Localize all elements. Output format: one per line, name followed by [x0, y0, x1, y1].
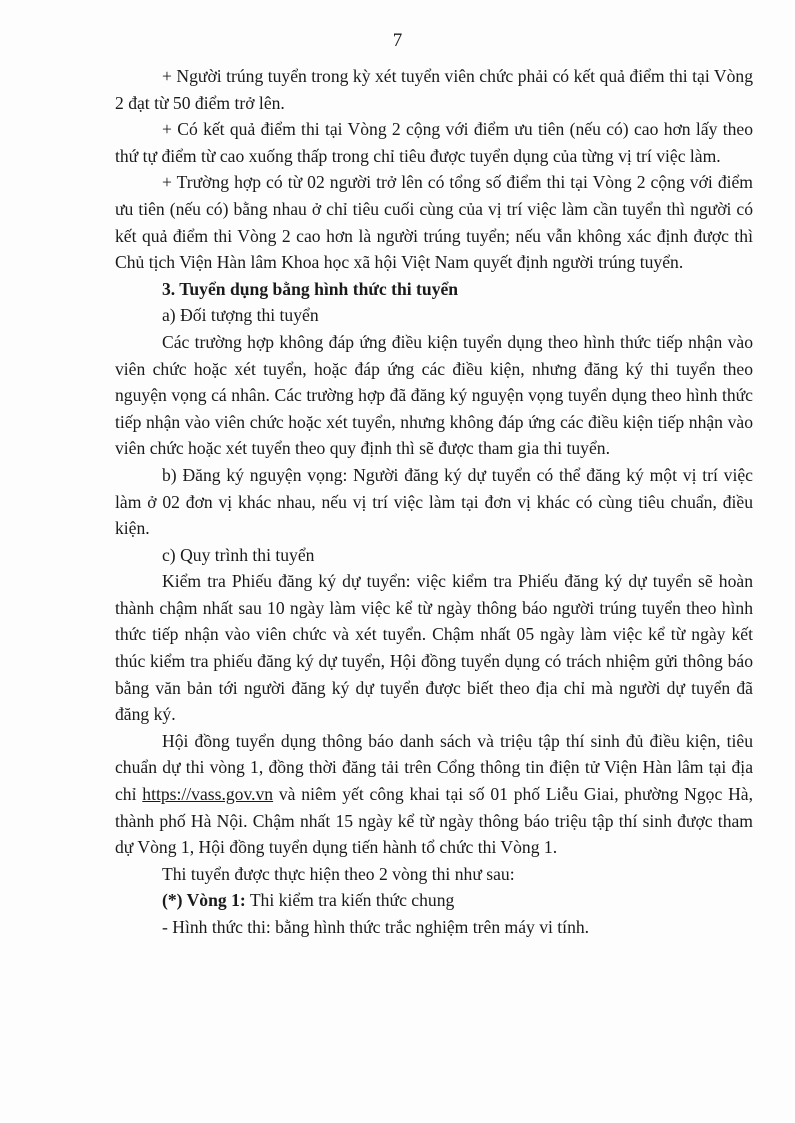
document-body: [115, 63, 753, 941]
round1-format: - Hình thức thi: bằng hình thức trắc nghiệm trên máy vi tính.: [162, 917, 590, 937]
paragraph-criteria-ranking: + Có kết quả điểm thi tại Vòng 2 cộng với điểm ưu tiên (nếu có) cao hơn lấy theo thứ tự điểm từ cao xuống thấp trong chỉ tiêu được tuyển dụng của từng vị trí việc làm.: [115, 119, 753, 166]
rounds-intro: Thi tuyển được thực hiện theo 2 vòng thi như sau:: [162, 863, 515, 884]
section-heading: 3. Tuyển dụng bằng hình thức thi tuyển: [162, 278, 459, 299]
subsection-c-text1: Kiểm tra Phiếu đăng ký dự tuyển: việc kiểm tra Phiếu đăng ký dự tuyển sẽ hoàn thành chậm nhất sau 10 ngày làm việc kể từ ngày thông báo người trúng tuyển theo hình thức tiếp nhận vào viên chức và xét tuyển. Chậm nhất 05 ngày làm việc kể từ ngày kết thúc kiểm tra phiếu đăng ký dự tuyển, Hội đồng tuyển dụng có trách nhiệm gửi thông báo bằng văn bản tới người đăng ký dự tuyển được biết theo địa chỉ mà người dự tuyển đã đăng ký.: [115, 571, 753, 725]
page-number: 7: [392, 30, 403, 51]
subsection-b-text: b) Đăng ký nguyện vọng: Người đăng ký dự tuyển có thể đăng ký một vị trí việc làm ở 02 đơn vị khác nhau, nếu vị trí việc làm tại đơn vị khác có cùng tiêu chuẩn, điều kiện.: [115, 464, 753, 539]
subsection-a-text: Các trường hợp không đáp ứng điều kiện tuyển dụng theo hình thức tiếp nhận vào viên chức hoặc xét tuyển, hoặc đáp ứng các điều kiện, nhưng đăng ký thi tuyển theo nguyện vọng cá nhân. Các trường hợp đã đăng ký nguyện vọng tuyển dụng theo hình thức tiếp nhận vào viên chức hoặc xét tuyển, nhưng không đáp ứng các điều kiện tiếp nhận vào viên chức hoặc xét tuyển theo quy định thì sẽ được tham gia thi tuyển.: [115, 331, 753, 459]
round1-title: [115, 887, 753, 914]
subsection-c-title: c) Quy trình thi tuyển: [162, 544, 315, 565]
round1-text: Thi kiểm tra kiến thức chung: [245, 890, 455, 911]
paragraph-criteria-tie: + Trường hợp có từ 02 người trở lên có tổng số điểm thi tại Vòng 2 cộng với điểm ưu tiên (nếu có) bằng nhau ở chỉ tiêu cuối cùng của vị trí việc làm cần tuyển thì người có kết quả điểm thi Vòng 2 cao hơn là người trúng tuyển; nếu vẫn không xác định được thì Chủ tịch Viện Hàn lâm Khoa học xã hội Việt Nam quyết định người trúng tuyển.: [115, 172, 753, 273]
subsection-a-title: a) Đối tượng thi tuyển: [162, 305, 319, 326]
text-segment: và niêm yết công khai tại số 01 phố Liễu Giai, phường Ngọc Hà, thành phố Hà Nội. Chậm nhất 15 ngày kể từ ngày thông báo triệu tập thí sinh được tham dự Vòng 1, Hội đồng tuyển dụng tiến hành tổ chức thi Vòng 1.: [115, 784, 753, 858]
website-link[interactable]: https://vass.gov.vn: [142, 784, 274, 805]
paragraph-criteria-min-score: + Người trúng tuyển trong kỳ xét tuyển viên chức phải có kết quả điểm thi tại Vòng 2 đạt từ 50 điểm trở lên.: [115, 66, 753, 113]
text-segment: Hội đồng tuyển dụng thông báo danh sách và triệu tập thí sinh đủ điều kiện, tiêu chuẩn dự thi vòng 1, đồng thời đăng tải trên Cổng thông tin điện tử Viện Hàn lâm tại địa chỉ: [115, 730, 753, 805]
subsection-c-text2: [115, 728, 753, 861]
round1-label: (*) Vòng 1:: [162, 890, 246, 911]
